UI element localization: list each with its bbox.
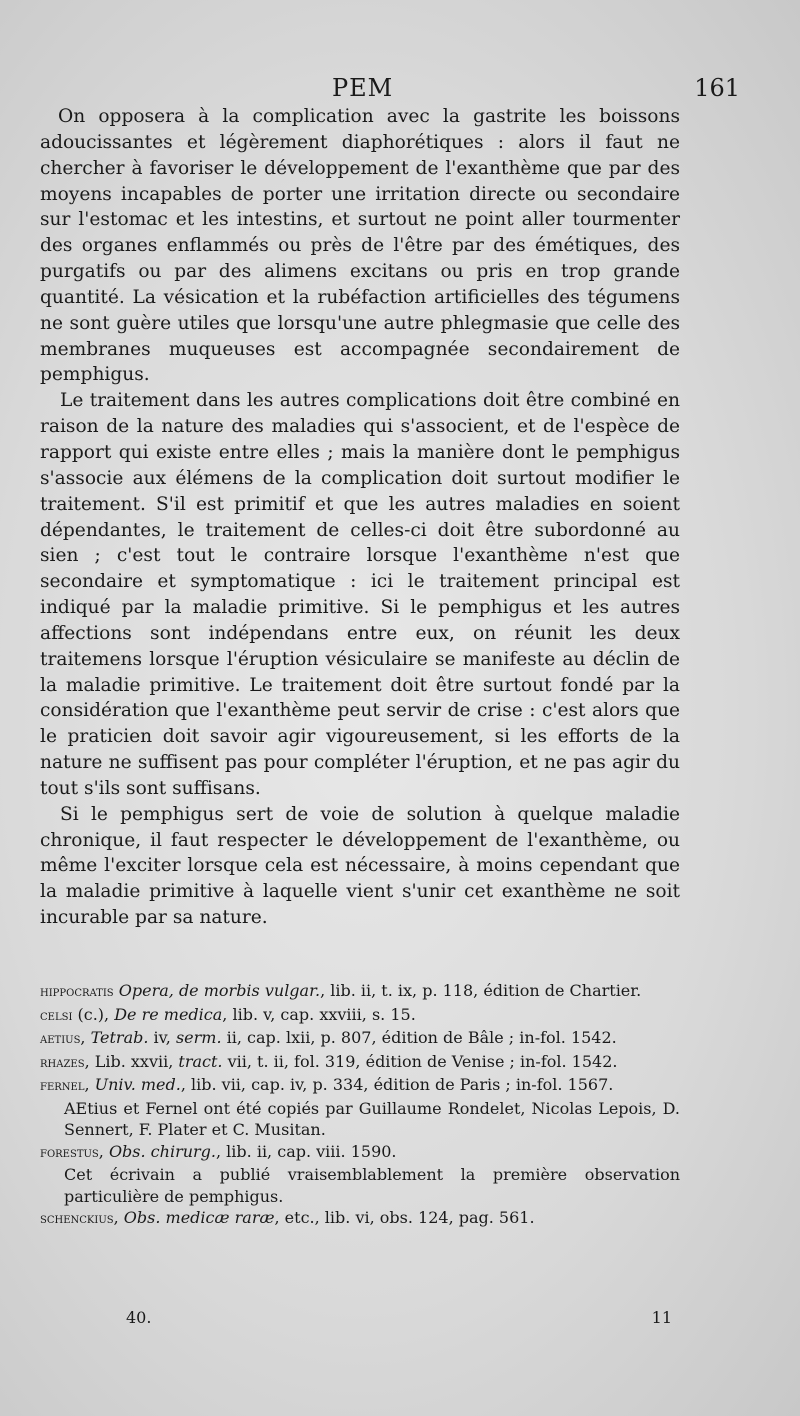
running-head: PEM — [332, 74, 394, 102]
footnotes — [40, 980, 680, 1231]
paragraph-2: Le traitement dans les autres complications doit être combiné en raison de la nature des maladies qui s'associent, et de l'espèce de rapport qui existe entre elles ; mais la manière dont le pemphigus s'associe aux élémens de la complication doit surtout modifier le traitement. S'il est primitif et que les autres maladies en soient dépendantes, le traitement de celles-ci doit être subordonné au sien ; c'est tout le contraire lorsque l'exanthème n'est que secondaire et symptomatique : ici le traitement principal est indiqué par la maladie primitive. Si le pemphigus et les autres affections sont indépendans entre eux, on réunit les deux traitemens lorsque l'éruption vésiculaire se manifeste au déclin de la maladie primitive. Le traitement doit être surtout fondé par la considération que l'exanthème peut servir de crise : c'est alors que le praticien doit savoir agir vigoureusement, si les efforts de la nature ne suffisent pas pour compléter l'éruption, et ne pas agir du tout s'ils sont suffisans. — [40, 390, 680, 799]
paragraph-3: Si le pemphigus sert de voie de solution à quelque maladie chronique, il faut respecter le développement de l'exanthème, ou même l'exciter lorsque cela est nécessaire, à moins cependant que la maladie primitive à laquelle vient s'unir cet exanthème ne soit incurable par sa nature. — [40, 803, 680, 929]
page-header — [40, 72, 740, 104]
signature-mark-right: 11 — [651, 1308, 672, 1327]
footnote-fernel: fernel, Univ. med., lib. vii, cap. iv, p. 334, édition de Paris ; in-fol. 1567. — [40, 1075, 614, 1094]
footnote-continuation-forestus: Cet écrivain a publié vraisemblablement la première observation particulière de pemphigus. — [64, 1165, 680, 1206]
body-text — [40, 104, 680, 931]
footnote-celsus: celsi (c.), De re medica, lib. v, cap. xxviii, s. 15. — [40, 1004, 416, 1024]
footnote-rhazes: rhazes, Lib. xxvii, tract. vii, t. ii, fol. 319, édition de Venise ; in-fol. 1542. — [40, 1051, 618, 1071]
footnote-hippocrates: hippocratis Opera, de morbis vulgar., lib. ii, t. ix, p. 118, édition de Chartier. — [40, 981, 642, 1000]
page-footer — [40, 1308, 680, 1334]
footnote-aetius: aetius, Tetrab. iv, serm. ii, cap. lxii, p. 807, édition de Bâle ; in-fol. 1542. — [40, 1028, 617, 1047]
footnote-forestus: forestus, Obs. chirurg., lib. ii, cap. viii. 1590. — [40, 1141, 397, 1161]
paragraph-1: On opposera à la complication avec la gastrite les boissons adoucissantes et légèrement diaphorétiques : alors il faut ne chercher à favoriser le développement de l'exanthème que par des moyens incapables de porter une irritation directe ou secondaire sur l'estomac et les intestins, et surtout ne point aller tourmenter des organes enflammés ou près de l'être par des émétiques, des purgatifs ou par des alimens excitans ou pris en trop grande quantité. La vésication et la rubéfaction artificielles des tégumens ne sont guère utiles que lorsqu'une autre phlegmasie que celle des membranes muqueuses est accompagnée secondairement de pemphigus. — [40, 106, 680, 386]
footnote-continuation-copies: AEtius et Fernel ont été copiés par Guillaume Rondelet, Nicolas Lepois, D. Sennert, F. Plater et C. Musitan. — [64, 1098, 680, 1139]
signature-mark-left: 40. — [126, 1308, 152, 1327]
footnote-schenckius: schenckius, Obs. medicæ raræ, etc., lib. vi, obs. 124, pag. 561. — [40, 1208, 535, 1227]
page-number: 161 — [694, 74, 740, 102]
